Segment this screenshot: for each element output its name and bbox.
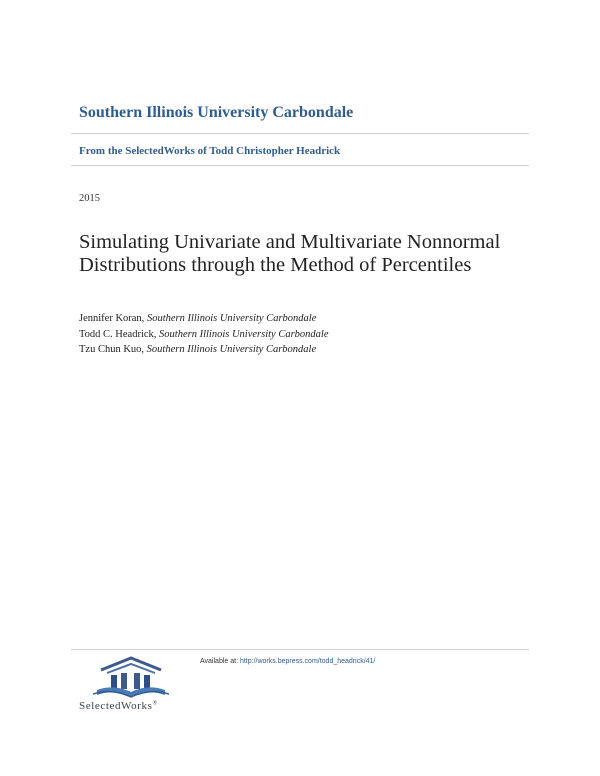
selectedworks-logo-text[interactable]: SelectedWorks® [79,700,158,712]
available-label: Available at: [200,658,239,665]
author-entry [79,342,329,358]
author-list [79,311,329,358]
selectedworks-logo-icon [93,656,169,698]
author-name: Jennifer Koran, [79,313,145,324]
author-entry [79,327,329,343]
author-affiliation: Southern Illinois University Carbondale [159,328,329,340]
header-divider-top [71,133,529,134]
author-name: Tzu Chun Kuo, [79,344,145,355]
selectedworks-author-link[interactable]: From the SelectedWorks of Todd Christopher Headrick [79,145,341,157]
institution-name[interactable]: Southern Illinois University Carbondale [79,104,354,121]
available-at [200,658,375,665]
footer-divider [71,649,529,650]
paper-title: Simulating Univariate and Multivariate Nonnormal Distributions through the Method of Percentiles [79,231,501,276]
author-name: Todd C. Headrick, [79,328,157,340]
author-entry [79,311,329,327]
header-divider-bottom [71,165,529,166]
author-affiliation: Southern Illinois University Carbondale [146,313,317,324]
available-url-link[interactable]: http://works.bepress.com/todd_headrick/41/ [239,658,376,665]
author-affiliation: Southern Illinois University Carbondale [146,344,317,355]
publication-year: 2015 [79,193,100,204]
